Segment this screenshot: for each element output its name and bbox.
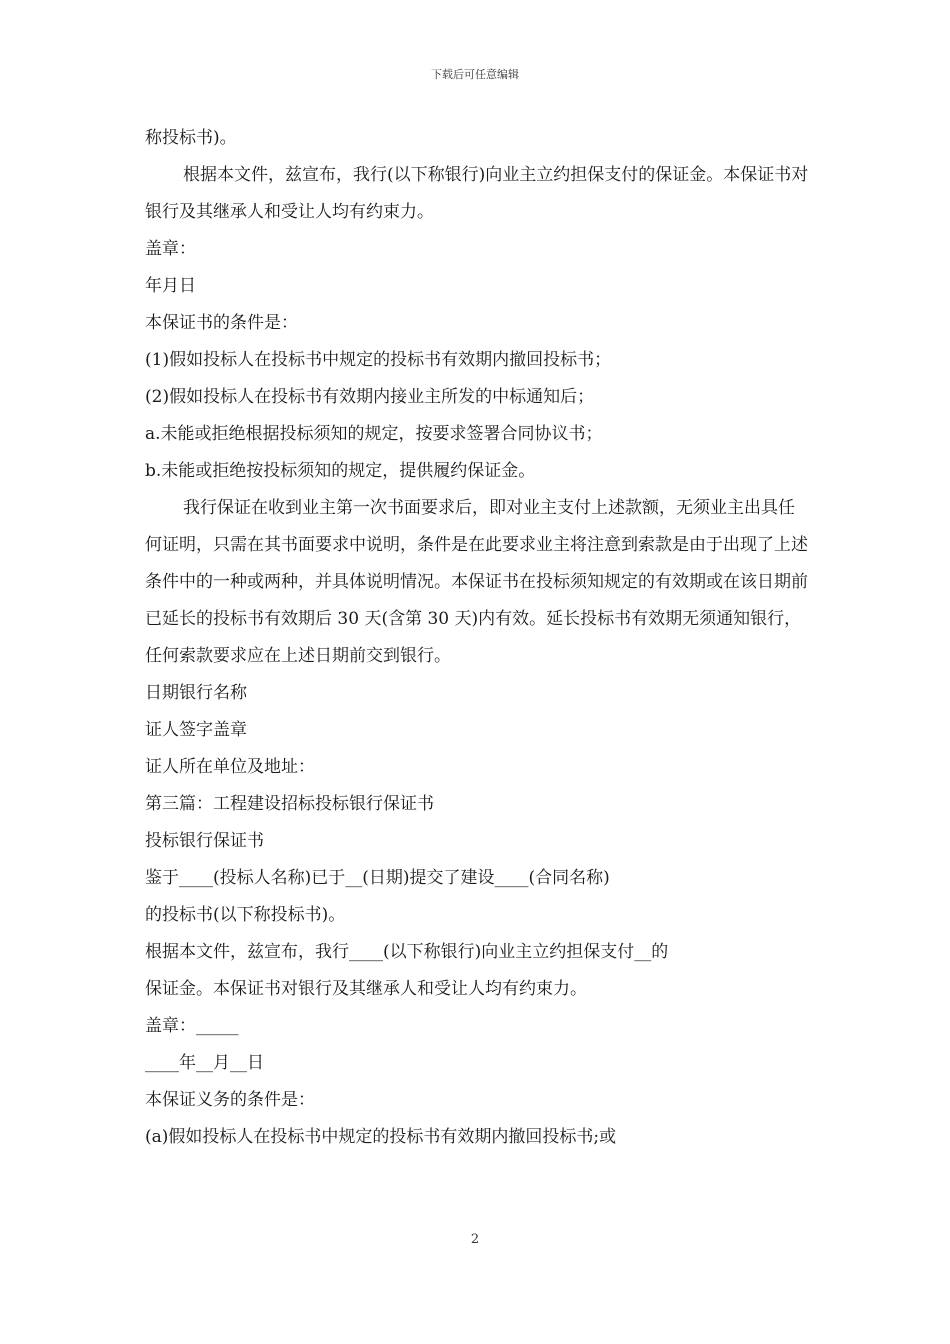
section-heading: 第三篇：工程建设招标投标银行保证书 bbox=[145, 794, 434, 814]
paragraph: 本保证书的条件是： bbox=[145, 313, 298, 333]
paragraph: 根据本文件，兹宣布，我行(以下称银行)向业主立约担保支付的保证金。本保证书对银行及其继承人和受让人均有约束力。 bbox=[145, 165, 809, 222]
paragraph: 本保证义务的条件是： bbox=[145, 1090, 315, 1110]
list-item: (1)假如投标人在投标书中规定的投标书有效期内撤回投标书； bbox=[145, 350, 612, 370]
list-item: (2)假如投标人在投标书有效期内接业主所发的中标通知后； bbox=[145, 387, 595, 407]
paragraph: 保证金。本保证书对银行及其继承人和受让人均有约束力。 bbox=[145, 979, 587, 999]
paragraph: 我行保证在收到业主第一次书面要求后，即对业主支付上述款额，无须业主出具任何证明，只需在其书面要求中说明，条件是在此要求业主将注意到索款是由于出现了上述条件中的一种或两种，并具体说明情况。本保证书在投标须知规定的有效期或在该日期前已延长的投标书有效期后 30 天(含第 30 天)内有效。延长投标书有效期无须通知银行，任何索款要求应在上述日期前交到银行。 bbox=[145, 498, 808, 666]
paragraph: ____年__月__日 bbox=[145, 1053, 264, 1073]
document-body bbox=[145, 120, 811, 1156]
paragraph: 根据本文件，兹宣布，我行____(以下称银行)向业主立约担保支付__的 bbox=[145, 942, 669, 962]
list-item: (a)假如投标人在投标书中规定的投标书有效期内撤回投标书;或 bbox=[145, 1127, 617, 1147]
list-item: b.未能或拒绝按投标须知的规定，提供履约保证金。 bbox=[145, 461, 536, 481]
page-number: 2 bbox=[470, 1232, 480, 1247]
paragraph: 盖章： bbox=[145, 239, 196, 259]
paragraph: 的投标书(以下称投标书)。 bbox=[145, 905, 346, 925]
paragraph: 证人签字盖章 bbox=[145, 720, 247, 740]
paragraph: 年月日 bbox=[145, 276, 196, 296]
paragraph: 盖章：_____ bbox=[145, 1016, 239, 1036]
document-title: 投标银行保证书 bbox=[145, 831, 264, 851]
page-header-note: 下载后可任意编辑 bbox=[431, 68, 519, 81]
paragraph: 称投标书)。 bbox=[145, 128, 237, 148]
paragraph: 证人所在单位及地址： bbox=[145, 757, 315, 777]
paragraph: 鉴于____(投标人名称)已于__(日期)提交了建设____(合同名称) bbox=[145, 868, 610, 888]
list-item: a.未能或拒绝根据投标须知的规定，按要求签署合同协议书； bbox=[145, 424, 603, 444]
paragraph: 日期银行名称 bbox=[145, 683, 247, 703]
